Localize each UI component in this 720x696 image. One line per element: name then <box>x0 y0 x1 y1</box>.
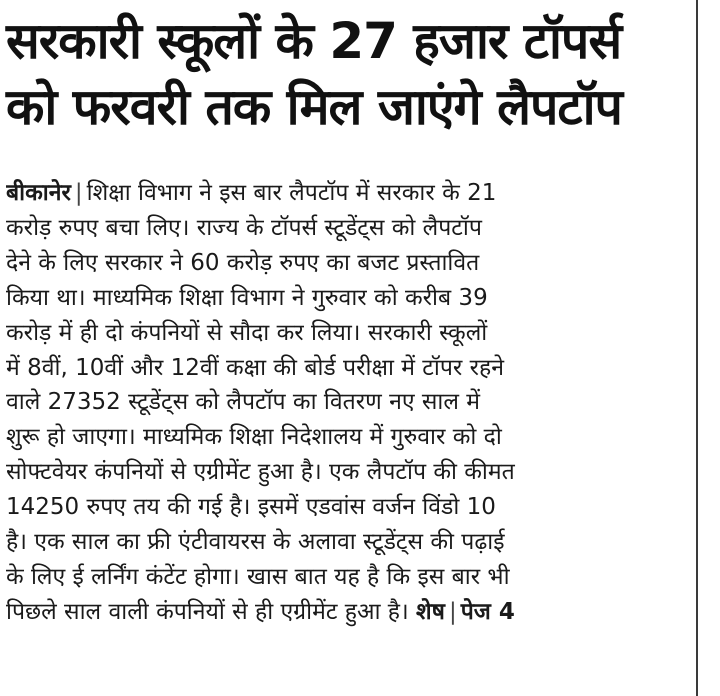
column-rule <box>696 0 698 696</box>
continuation-page: पेज 4 <box>460 598 515 625</box>
article-line: करोड़ रुपए बचा लिए। राज्य के टॉपर्स स्टूडेंट्स को लैपटॉप <box>6 214 482 241</box>
article-line-text: पिछले साल वाली कंपनियों से ही एग्रीमेंट हुआ है। <box>6 598 409 625</box>
article-line: किया था। माध्यमिक शिक्षा विभाग ने गुरुवार को करीब 39 <box>6 284 488 311</box>
continuation-separator: | <box>448 598 457 625</box>
article-line: देने के लिए सरकार ने 60 करोड़ रुपए का बजट प्रस्तावित <box>6 249 480 276</box>
article-line: है। एक साल का फ्री एंटीवायरस के अलावा स्टूडेंट्स की पढ़ाई <box>6 529 505 556</box>
headline-line-2: को फरवरी तक मिल जाएंगे लैपटॉप <box>6 78 622 136</box>
article-line: करोड़ में ही दो कंपनियों से सौदा कर लिया। सरकारी स्कूलों <box>6 319 488 346</box>
article-line-text: शिक्षा विभाग ने इस बार लैपटॉप में सरकार के 21 <box>86 180 497 206</box>
headline-line-1: सरकारी स्कूलों के 27 हजार टॉपर्स <box>6 12 622 70</box>
dateline-separator: | <box>74 180 83 206</box>
article-line: सोफ्टवेयर कंपनियों से एग्रीमेंट हुआ है। एक लैपटॉप की कीमत <box>6 459 515 486</box>
article-body <box>6 176 690 630</box>
headline <box>6 8 686 140</box>
article-line <box>6 176 690 211</box>
article-line: 14250 रुपए तय की गई है। इसमें एडवांस वर्जन विंडो 10 <box>6 494 496 521</box>
continuation-label: शेष <box>416 598 445 625</box>
article-line: के लिए ई लर्निंग कंटेंट होगा। खास बात यह है कि इस बार भी <box>6 563 510 590</box>
article-line: शुरू हो जाएगा। माध्यमिक शिक्षा निदेशालय में गुरुवार को दो <box>6 424 502 451</box>
article-line: में 8वीं, 10वीं और 12वीं कक्षा की बोर्ड परीक्षा में टॉपर रहने <box>6 354 504 381</box>
article-line <box>6 595 690 630</box>
dateline: बीकानेर <box>6 180 71 206</box>
article-line: वाले 27352 स्टूडेंट्स को लैपटॉप का वितरण नए साल में <box>6 389 481 416</box>
